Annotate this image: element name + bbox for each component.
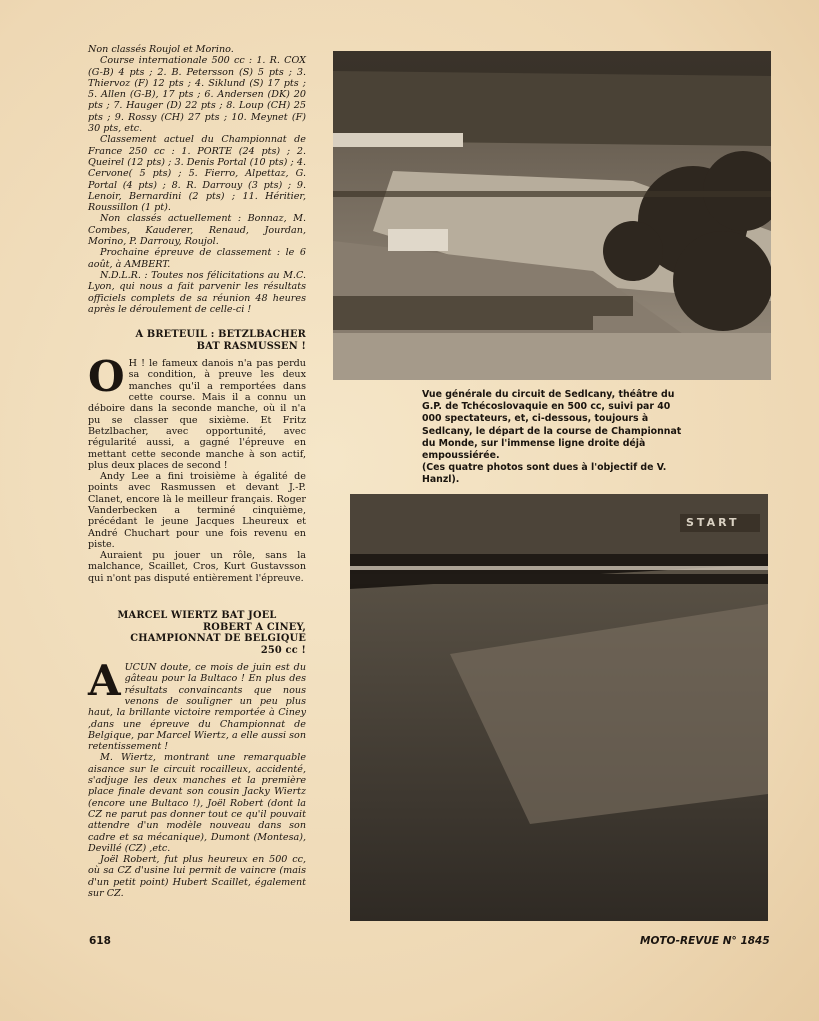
section-title-line: CHAMPIONNAT DE BELGIQUE — [130, 633, 306, 645]
lead-text: H ! le fameux danois n'a pas perdu sa condition, à preuve les deux manches qu'il a remportées dans cette course. Mais il a connu un déboire dans la seconde manche, où il n'a pu se classer que sixième. Et Fritz Betzlbacher, avec opportunité, avec régularité aussi, a gagné l'épreuve en mettant cette seconde manche à son actif, plus deux places de second ! — [88, 358, 306, 471]
paragraph: Andy Lee a fini troisième à égalité de points avec Rasmussen et devant J.-P. Clanet, encore là le meilleur français. Roger Vanderbecken a terminé cinquième, précédant le jeune Jacques Lheureux et André Chuchart pour une fois revenu en piste. — [88, 471, 306, 550]
section-title-line: MARCEL WIERTZ BAT JOEL — [117, 610, 277, 622]
paragraph: M. Wiertz, montrant une remarquable aisance sur le circuit rocailleux, accidenté, s'adjuge les deux manches et la première place finale devant son cousin Jacky Wiertz (encore une Bultaco !), Joël Robert (dont la CZ ne parut pas donner tout ce qu'il pouvait attendre d'un modèle nouveau dans son cadre et sa mécanique), Dumont (Montesa), Devillé (CZ) ,etc. — [88, 752, 306, 854]
page-number: 618 — [89, 935, 111, 947]
article-lead-ciney — [88, 656, 306, 753]
left-text-column — [88, 44, 306, 899]
section-title-line: 250 cc ! — [260, 644, 306, 656]
section-title-ciney — [88, 610, 306, 656]
caption-text: Vue générale du circuit de Sedlcany, théâtre du G.P. de Tchécoslovaquie en 500 cc, suivi par 40 000 spectateurs, et, ci-dessous, toujours à Sedlcany, le départ de la course de Championnat du Monde, sur l'immense ligne droite déjà empoussiérée. — [422, 389, 682, 462]
paragraph: Auraient pu jouer un rôle, sans la malchance, Scaillet, Cros, Kurt Gustavsson qui n'ont pas disputé entièrement l'épreuve. — [88, 550, 306, 584]
paragraph: Course internationale 500 cc : 1. R. COX (G-B) 4 pts ; 2. B. Petersson (S) 5 pts ; 3. Thiervoz (F) 12 pts ; 4. Siklund (S) 17 pts ; 5. Allen (G-B), 17 pts ; 6. Andersen (DK) 20 pts ; 7. Hauger (D) 22 pts ; 8. Loup (CH) 25 pts ; 9. Rossy (CH) 27 pts ; 10. Meynet (F) 30 pts, etc. — [88, 55, 306, 135]
section-title-line: BAT RASMUSSEN ! — [196, 340, 306, 352]
dropcap: O — [88, 352, 125, 402]
photo-circuit-image — [333, 51, 771, 380]
start-banner: START — [686, 516, 740, 529]
caption-credit: (Ces quatre photos sont dues à l'objectif de V. Hanzl). — [422, 462, 667, 486]
section-title-line: ROBERT A CINEY, — [202, 621, 306, 633]
photo-race-start-image — [350, 494, 768, 921]
section-title-breteuil — [88, 329, 306, 352]
article-lead-breteuil — [88, 352, 306, 471]
paragraph: Classement actuel du Championnat de France 250 cc : 1. PORTE (24 pts) ; 2. Queirel (12 pts) ; 3. Denis Portal (10 pts) ; 4. Cervone( 5 pts) ; 5. Fierro, Alpettaz, G. Portal (4 pts) ; 8. R. Darrouy (3 pts) ; 9. Lenoir, Bernardini (2 pts) ; 11. Héritier, Roussillon (1 pt). — [88, 134, 306, 214]
paragraph: Non classés Roujol et Morino. — [88, 44, 234, 55]
paragraph: N.D.L.R. : Toutes nos félicitations au M.C. Lyon, qui nous a fait parvenir les résultats officiels complets de sa réunion 48 heures après le déroulement de celle-ci ! — [88, 269, 306, 315]
photo-caption — [422, 389, 684, 487]
photo-race-start — [350, 494, 768, 921]
magazine-issue: MOTO-REVUE N° 1845 — [640, 935, 770, 947]
dropcap: A — [88, 656, 121, 706]
section-title-line: A BRETEUIL : BETZLBACHER — [135, 329, 306, 341]
lead-text: UCUN doute, ce mois de juin est du gâteau pour la Bultaco ! En plus des résultats convaincants que nous venons de souligner un peu plus haut, la brillante victoire remportée à Ciney ,dans une épreuve du Championnat de Belgique, par Marcel Wiertz, a elle aussi son retentissement ! — [88, 662, 306, 753]
paragraph: Prochaine épreuve de classement : le 6 août, à AMBERT. — [88, 247, 306, 270]
paragraph: Non classés actuellement : Bonnaz, M. Combes, Kauderer, Renaud, Jourdan, Morino, P. Darrouy, Roujol. — [88, 213, 306, 248]
photo-circuit-overview — [333, 51, 771, 380]
paragraph: Joël Robert, fut plus heureux en 500 cc, où sa CZ d'usine lui permit de vaincre (mais d'un petit point) Hubert Scaillet, également sur CZ. — [88, 854, 306, 899]
